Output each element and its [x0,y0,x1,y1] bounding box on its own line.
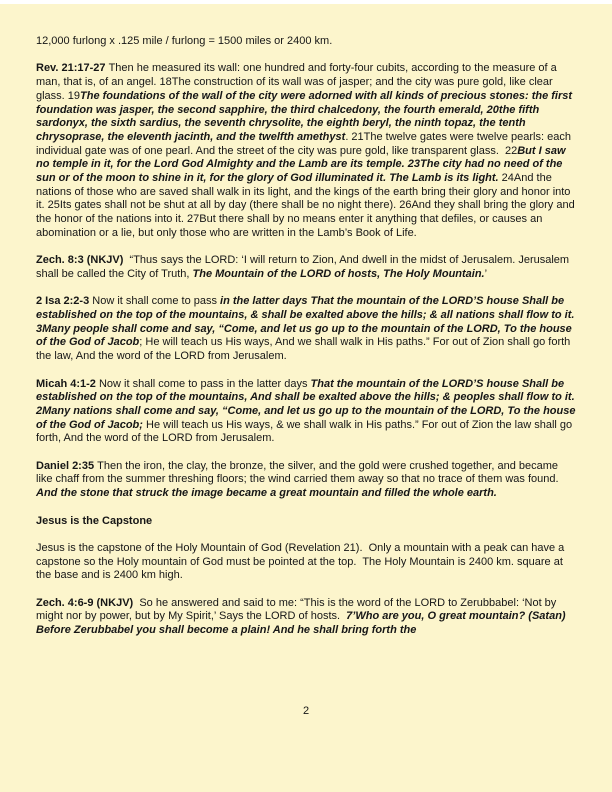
rev-21-17-27-run-bolditalic: The foundations of the wall of the city were adorned with all kinds of precious stones: the first foundation was jasper, the second sapphire, the third chalcedony, the fourth emerald, 20the fifth sardonyx, the sixth sardius, the seventh chrysolite, the eighth beryl, the ninth topaz, the tenth chrysoprase, the eleventh jacinth, and the twelfth amethyst [36,89,576,143]
isa-2-2-3-run-regular: Now it shall come to pass [92,295,221,308]
isa-2-2-3-run-bold: 2 Isa 2:2-3 [36,295,93,308]
zech-8-3-run-regular: “Thus says the LORD: ‘I will return to Zion, And dwell in the midst of Jerusalem. Jerusalem shall be called the City of Truth, [36,254,573,280]
zech-8-3 [36,254,576,281]
micah-4-1-2-run-regular: Now it shall come to pass in the latter days [98,377,311,390]
rev-21-17-27 [36,62,576,240]
rev-21-17-27-run-regular: Then he measured its wall: one hundred and forty-four cubits, according to the measure of a man, that is, of an angel. 18The construction of its wall was of jasper; and the city was pure gold, like clear glass. 19 [36,62,560,102]
zech-4-6-9-run-regular: So he answered and said to me: “This is the word of the LORD to Zerubbabel: ‘Not by might nor by power, but by My Spirit,’ Says the LORD of hosts. [36,596,560,623]
furlong-conversion-run-regular: 12,000 furlong x .125 mile / furlong = 1500 miles or 2400 km. [36,35,333,47]
furlong-conversion [36,35,576,49]
jesus-capstone-body [36,542,576,583]
daniel-2-35-run-bold: Daniel 2:35 [36,459,98,472]
jesus-capstone-heading [36,515,576,529]
micah-4-1-2 [36,377,581,447]
zech-4-6-9-run-bolditalic: 7’Who are you, O great mountain? (Satan) Before Zerubbabel you shall become a plain! And he shall bring forth the [36,610,569,637]
page-number: 2 [302,705,310,717]
rev-21-17-27-run-regular: 24And the nations of those who are saved shall walk in its light, and the kings of the earth bring their glory and honor into it. 25Its gates shall not be shut at all by day (there shall be no night there). 26And they shall bring the glory and the honor of the nations into it. 27But there shall by no means enter it anything that defiles, or causes an abomination or a lie, but only those who are written in the Lamb’s Book of Life. [36,172,578,239]
zech-4-6-9-run-bold: Zech. 4:6-9 (NKJV) [36,596,140,609]
jesus-capstone-body-run-regular: Jesus is the capstone of the Holy Mountain of God (Revelation 21). Only a mountain with a peak can have a capstone so the Holy mountain of God must be pointed at the top. The Holy Mountain is 2400 km. square at the base and is 2400 km high. [36,541,568,582]
daniel-2-35-run-bolditalic: And the stone that struck the image became a great mountain and filled the whole earth. [36,487,497,500]
micah-4-1-2-run-bolditalic: That the mountain of the LORD’S house Shall be established on the top of the mountains, And shall be exalted above the hills; & peoples shall flow to it. 2Many nations shall come and say, “Come, and let us go up to the mountain of the LORD, To the house of the God of Jacob; [36,377,581,431]
jesus-capstone-heading-run-bold: Jesus is the Capstone [36,514,153,527]
micah-4-1-2-run-regular: He will teach us His ways, & we shall walk in His paths.” For out of Zion the law shall go forth, And the word of the LORD from Jerusalem. [36,418,576,445]
daniel-2-35-run-regular: Then the iron, the clay, the bronze, the silver, and the gold were crushed together, and became like chaff from the summer threshing floors; the wind carried them away so that no trace of them was found. [36,459,562,486]
isa-2-2-3-run-regular: ; He will teach us His ways, And we shall walk in His paths.” For out of Zion shall go forth the law, And the word of the LORD from Jerusalem. [36,336,574,363]
rev-21-17-27-run-bolditalic: But I saw no temple in it, for the Lord God Almighty and the Lamb are its temple. 23The city had no need of the sun or of the moon to shine in it, for the glory of God illuminated it. The Lamb is its light. [36,144,569,185]
zech-8-3-run-bold: Zech. 8:3 (NKJV) [36,254,130,267]
paragraphs [36,35,581,638]
zech-8-3-run-regular: ’ [484,267,488,280]
rev-21-17-27-run-bold: Rev. 21:17-27 [36,62,109,75]
zech-8-3-run-bolditalic: The Mountain of the LORD of hosts, The Holy Mountain. [192,267,485,280]
micah-4-1-2-run-bold: Micah 4:1-2 [36,377,99,390]
daniel-2-35 [36,460,576,501]
zech-4-6-9 [36,597,576,638]
rev-21-17-27-run-regular: . 21The twelve gates were twelve pearls: each individual gate was of one pearl. And the street of the city was pure gold, like transparent glass. 22 [36,130,574,157]
isa-2-2-3 [36,295,581,364]
isa-2-2-3-run-bolditalic: in the latter days That the mountain of the LORD’S house Shall be established on the top of the mountains, & shall be exalted above the hills; & all nations shall flow to it. 3Many people shall come and say, “Come, and let us go up to the mountain of the LORD, To the house of the God of Jacob [36,295,581,349]
